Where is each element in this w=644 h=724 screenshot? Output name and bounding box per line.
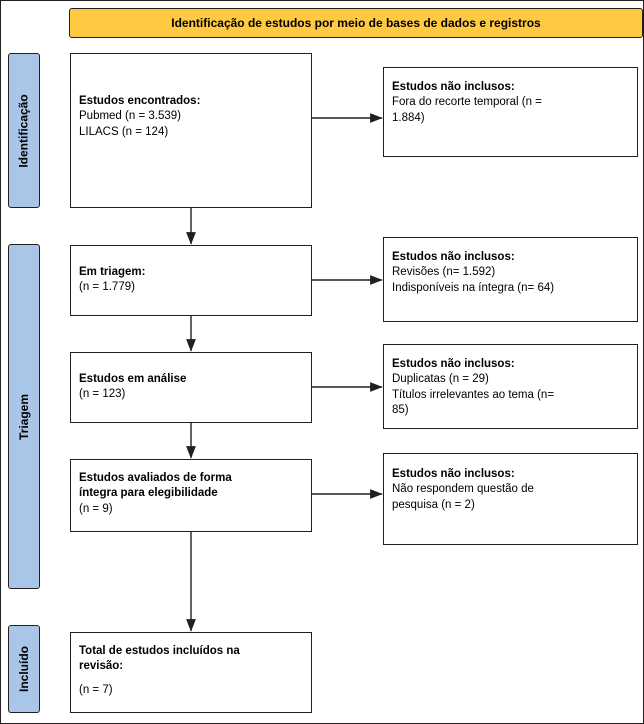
full-text-assessed-title-line2: íntegra para elegibilidade — [79, 487, 218, 500]
box-included — [70, 632, 312, 713]
stage-triagem — [8, 244, 40, 589]
stage-identificacao-label: Identificação — [17, 93, 32, 168]
stage-incluido-label: Incluído — [17, 646, 31, 692]
box-excluded-temporal — [383, 67, 638, 157]
box-records-identified — [70, 53, 312, 208]
included-title-line2: revisão: — [79, 660, 124, 673]
full-text-assessed-title-line1: Estudos avaliados de forma — [79, 472, 232, 484]
box-screening — [70, 245, 312, 316]
excluded-question-title: Estudos não inclusos: — [392, 468, 515, 480]
excluded-duplicates-line1: Duplicatas (n = 29) — [392, 373, 489, 386]
diagram-banner — [69, 8, 643, 38]
box-excluded-duplicates — [383, 344, 638, 429]
excluded-temporal-title: Estudos não inclusos: — [392, 81, 515, 93]
excluded-duplicates-title: Estudos não inclusos: — [392, 358, 515, 370]
excluded-question-line2: pesquisa (n = 2) — [392, 498, 475, 511]
excluded-reviews-title: Estudos não inclusos: — [392, 251, 515, 263]
under-analysis-title: Estudos em análise — [79, 373, 187, 385]
stage-incluido — [8, 625, 40, 713]
under-analysis-count: (n = 123) — [79, 388, 126, 401]
screening-count: (n = 1.779) — [79, 281, 135, 294]
banner-label: Identificação de estudos por meio de bases de dados e registros — [171, 16, 541, 30]
excluded-duplicates-line3: 85) — [392, 403, 409, 416]
excluded-reviews-line1: Revisões (n= 1.592) — [392, 266, 496, 279]
excluded-question-line1: Não respondem questão de — [392, 483, 534, 496]
box-under-analysis — [70, 352, 312, 423]
excluded-temporal-line2: 1.884) — [392, 111, 425, 124]
records-identified-title: Estudos encontrados: — [79, 95, 201, 107]
records-identified-pubmed: Pubmed (n = 3.539) — [79, 110, 181, 123]
box-excluded-question — [383, 453, 638, 545]
excluded-duplicates-line2: Títulos irrelevantes ao tema (n= — [392, 388, 555, 401]
excluded-temporal-line1: Fora do recorte temporal (n = — [392, 96, 542, 109]
excluded-reviews-line2: Indisponíveis na íntegra (n= 64) — [392, 281, 555, 294]
included-count: (n = 7) — [79, 683, 113, 696]
box-full-text-assessed — [70, 459, 312, 532]
box-excluded-reviews — [383, 237, 638, 322]
full-text-assessed-count: (n = 9) — [79, 502, 113, 515]
stage-identificacao — [8, 53, 40, 208]
records-identified-lilacs: LILACS (n = 124) — [79, 125, 169, 138]
stage-triagem-label: Triagem — [17, 393, 31, 440]
included-title-line1: Total de estudos incluídos na — [79, 645, 240, 657]
screening-title: Em triagem: — [79, 266, 146, 278]
